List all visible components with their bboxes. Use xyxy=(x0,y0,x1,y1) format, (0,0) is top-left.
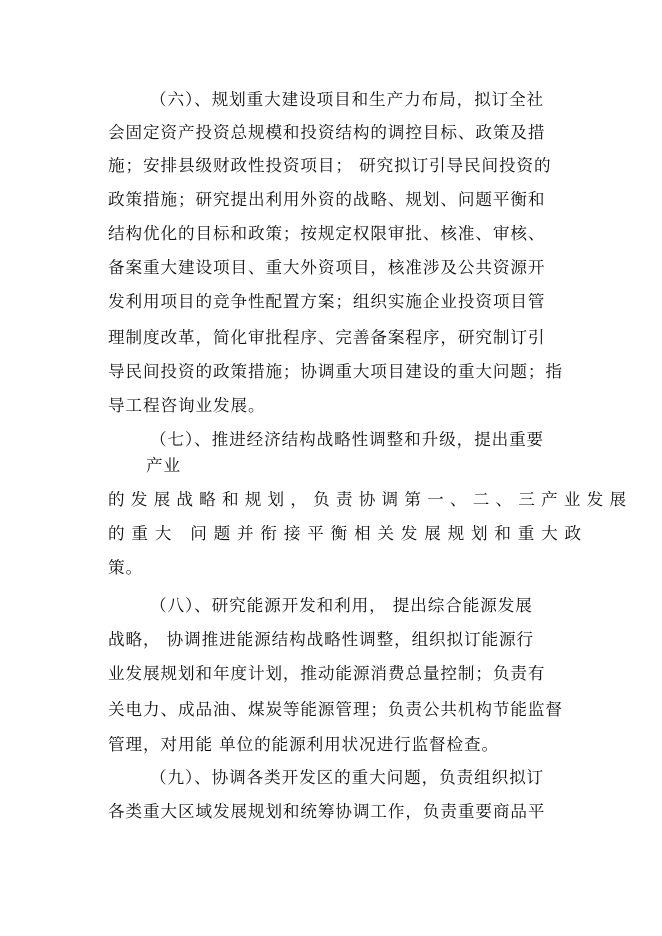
text-line: 业发展规划和年度计划，推动能源消费总量控制；负责有 xyxy=(108,664,546,683)
text-line: 管理，对用能 单位的能源利用状况进行监督检查。 xyxy=(108,735,500,754)
text-line: 理制度改革，简化审批程序、完善备案程序，研究制订引 xyxy=(108,328,546,347)
text-line: 关电力、成品油、煤炭等能源管理；负责公共机构节能监督 xyxy=(108,700,563,719)
text-line: 的重大 问题并衔接平衡相关发展规划和重大政 xyxy=(108,524,588,543)
text-line: 会固定资产投资总规模和投资结构的调控目标、政策及措 xyxy=(108,123,546,142)
text-line: 的发展战略和规划，负责协调第一、二、三产业发展 xyxy=(108,490,633,509)
text-line: （七）、推进经济结构战略性调整和升级，提出重要 xyxy=(150,430,545,449)
text-line: 各类重大区域发展规划和统筹协调工作，负责重要商品平 xyxy=(108,802,546,821)
text-line: 战略， 协调推进能源结构战略性调整，组织拟订能源行 xyxy=(108,630,535,649)
text-line: 备案重大建设项目、重大外资项目，核准涉及公共资源开 xyxy=(108,258,546,277)
text-line: 发利用项目的竞争性配置方案；组织实施企业投资项目管 xyxy=(108,292,546,311)
text-line: （九）、协调各类开发区的重大问题，负责组织拟订 xyxy=(150,768,545,787)
text-line: 政策措施；研究提出利用外资的战略、规划、问题平衡和 xyxy=(108,190,546,209)
text-line: （八）、研究能源开发和利用， 提出综合能源发展 xyxy=(150,596,533,615)
text-line: 结构优化的目标和政策；按规定权限审批、核准、审核、 xyxy=(108,224,546,243)
text-line: 导工程咨询业发展。 xyxy=(108,396,266,415)
text-line: 策。 xyxy=(108,558,143,577)
text-line: （六）、规划重大建设项目和生产力布局，拟订全社 xyxy=(150,90,545,109)
text-line: 施；安排县级财政性投资项目； 研究拟订引导民间投资的 xyxy=(108,156,552,175)
text-line: 导民间投资的政策措施；协调重大项目建设的重大问题；指 xyxy=(108,362,563,381)
text-line: 产业 xyxy=(146,456,181,475)
